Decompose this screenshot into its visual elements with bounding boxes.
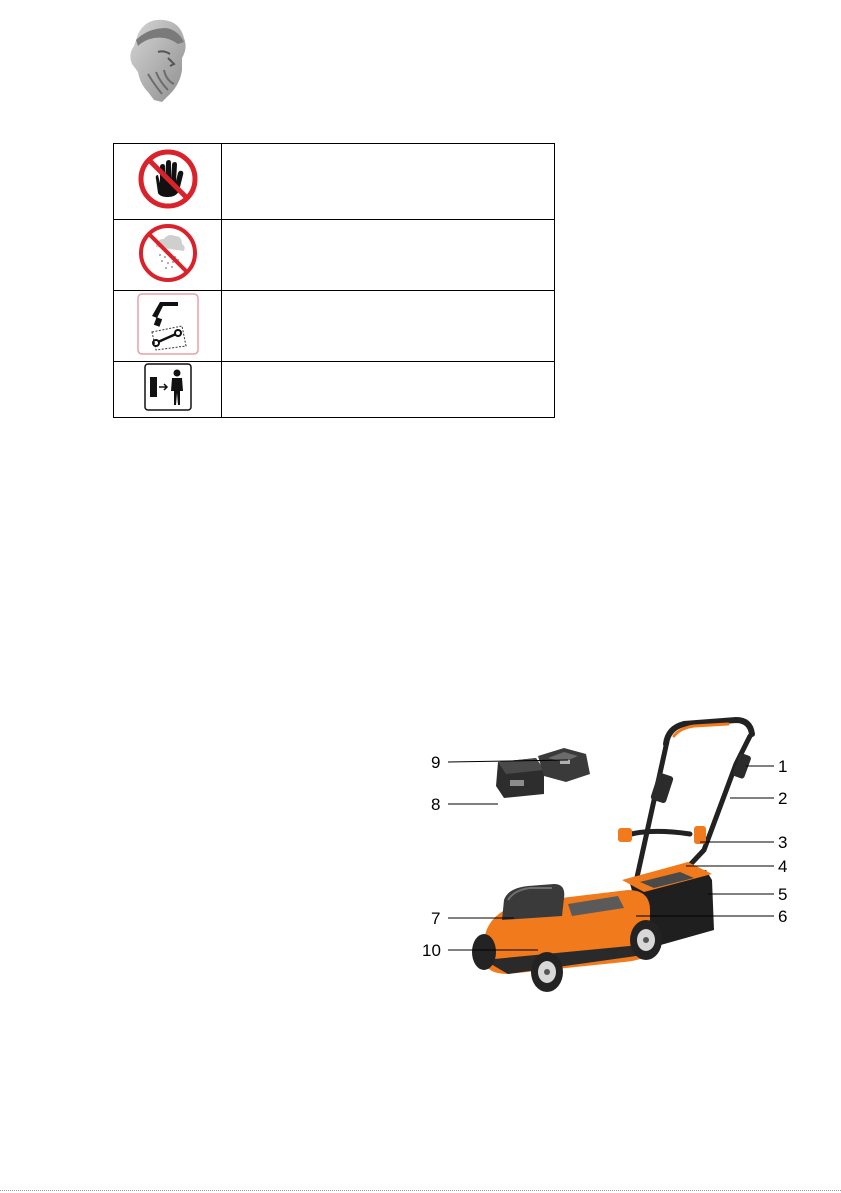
symbol-description xyxy=(222,220,555,291)
philosopher-head-icon xyxy=(118,14,196,104)
table-row xyxy=(114,362,555,418)
battery-pack xyxy=(496,758,544,798)
page-bottom-rule xyxy=(0,1190,841,1191)
callout-6: 6 xyxy=(778,907,788,926)
symbol-description xyxy=(222,291,555,362)
callout-5: 5 xyxy=(778,885,788,904)
callout-7: 7 xyxy=(431,909,441,928)
no-rain-icon xyxy=(138,223,198,283)
table-row xyxy=(114,220,555,291)
symbol-description xyxy=(222,362,555,418)
mower-deck xyxy=(484,884,650,974)
table-row xyxy=(114,291,555,362)
symbol-cell xyxy=(114,362,222,418)
keep-distance-icon xyxy=(144,363,192,411)
callout-3: 3 xyxy=(778,833,788,852)
lawn-mower-figure xyxy=(418,704,792,1010)
symbol-description xyxy=(222,144,555,220)
symbols-table xyxy=(113,143,555,418)
no-hands-icon xyxy=(138,149,198,209)
callout-9: 9 xyxy=(431,753,441,772)
callout-10: 10 xyxy=(422,941,441,960)
brand-logo xyxy=(118,14,196,104)
callout-2: 2 xyxy=(778,789,788,808)
symbol-cell xyxy=(114,291,222,362)
battery-charger xyxy=(538,748,590,782)
callout-4: 4 xyxy=(778,857,788,876)
symbol-cell xyxy=(114,144,222,220)
callout-1: 1 xyxy=(778,757,788,776)
symbol-cell xyxy=(114,220,222,291)
maintenance-tools-icon xyxy=(136,292,200,356)
callout-8: 8 xyxy=(431,795,441,814)
table-row xyxy=(114,144,555,220)
